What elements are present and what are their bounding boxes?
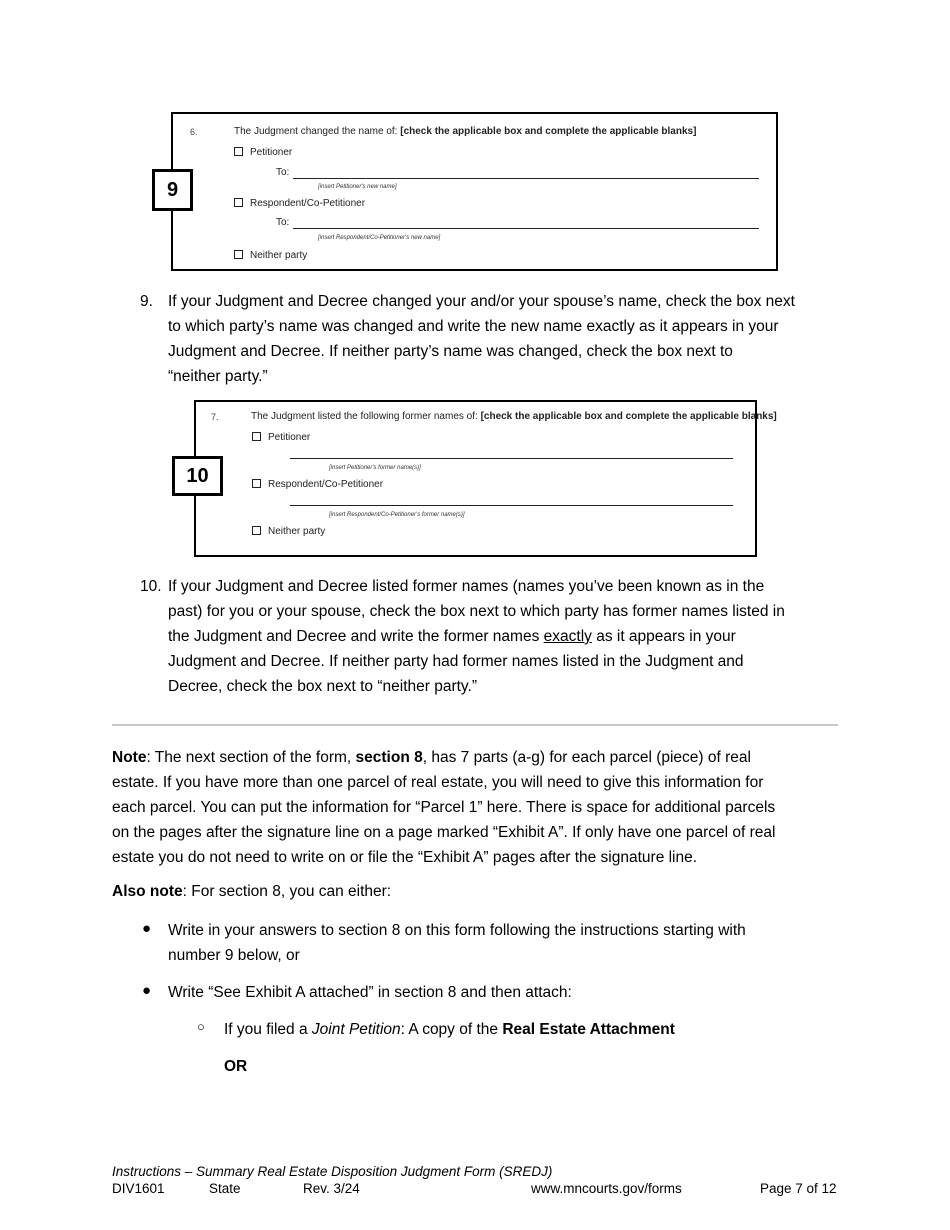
- bullet-item-1: Write in your answers to section 8 on this form following the instructions starting with number 9 below, or: [168, 922, 746, 964]
- to-label: To:: [276, 167, 290, 178]
- checkbox-neither: Neither party: [252, 526, 325, 537]
- checkbox-respondent: Respondent/Co-Petitioner: [252, 479, 383, 490]
- emphasis-exactly: exactly: [543, 628, 592, 645]
- or-label: OR: [224, 1058, 248, 1075]
- blank-line: [290, 458, 733, 459]
- list-number: 10.: [140, 578, 162, 595]
- checkbox-petitioner: Petitioner: [252, 432, 310, 443]
- form-section-heading: The Judgment listed the following former names of: [check the applicable box and complete the applicable blanks]: [251, 411, 777, 422]
- sub-bullet-joint-petition: If you filed a Joint Petition: A copy of the Real Estate Attachment: [224, 1021, 675, 1038]
- list-number: 9.: [140, 293, 153, 310]
- also-note: Also note: For section 8, you can either:: [112, 883, 392, 900]
- bullet-circle-icon: ○: [197, 1019, 205, 1034]
- footer-url: www.mncourts.gov/forms: [531, 1181, 682, 1196]
- footer-revision: Rev. 3/24: [303, 1181, 360, 1196]
- checkbox-icon: [252, 432, 261, 441]
- step-callout-9: 9: [152, 169, 193, 211]
- instruction-10: If your Judgment and Decree listed former names (names you’ve been known as in the past) for you or your spouse, check the box next to which party has former names listed in the Judgment and Decree and write the former names exactly as it appears in your Judgment and Decree. If neither party had former names listed in the Judgment and Decree, check the box next to “neither party.”: [168, 578, 785, 695]
- instruction-9: If your Judgment and Decree changed your and/or your spouse’s name, check the box next to which party’s name was changed and write the new name exactly as it appears in your Judgment and Decree. If neither party’s name was changed, check the box next to “neither party.”: [168, 293, 795, 385]
- footer-state: State: [209, 1181, 241, 1196]
- form-excerpt-10: [194, 400, 777, 557]
- blank-line: [293, 178, 759, 179]
- footer-title: Instructions – Summary Real Estate Disposition Judgment Form (SREDJ): [112, 1164, 553, 1179]
- field-hint: [insert Respondent/Co-Petitioner's former name(s)]: [329, 512, 465, 518]
- checkbox-petitioner: Petitioner: [234, 147, 292, 158]
- checkbox-icon: [252, 526, 261, 535]
- blank-line: [290, 505, 733, 506]
- blank-line: [293, 228, 759, 229]
- note-paragraph: Note: The next section of the form, section 8, has 7 parts (a-g) for each parcel (piece) of real estate. If you have more than one parcel of real estate, you will need to give this information for each parcel. You can put the information for “Parcel 1” here. There is space for additional parcels on the pages after the signature line on a page marked “Exhibit A”. If only have one parcel of real estate you do not need to write on or file the “Exhibit A” pages after the signature line.: [112, 749, 776, 866]
- checkbox-icon: [234, 198, 243, 207]
- checkbox-respondent: Respondent/Co-Petitioner: [234, 198, 365, 209]
- field-hint: [insert Respondent/Co-Petitioner's new name]: [318, 235, 441, 241]
- form-section-number: 7.: [211, 412, 219, 422]
- form-excerpt-9: [171, 112, 778, 271]
- step-callout-10: 10: [172, 456, 223, 496]
- checkbox-icon: [234, 147, 243, 156]
- bullet-item-2: Write “See Exhibit A attached” in section 8 and then attach:: [168, 984, 572, 1001]
- checkbox-neither: Neither party: [234, 250, 307, 261]
- footer-page-number: Page 7 of 12: [760, 1181, 837, 1196]
- form-section-heading: The Judgment changed the name of: [check the applicable box and complete the applicable blanks]: [234, 126, 697, 137]
- field-hint: [insert Petitioner's new name]: [318, 184, 397, 190]
- footer-form-code: DIV1601: [112, 1181, 165, 1196]
- checkbox-icon: [234, 250, 243, 259]
- field-hint: [insert Petitioner's former name(s)]: [329, 465, 421, 471]
- checkbox-icon: [252, 479, 261, 488]
- to-label: To:: [276, 217, 290, 228]
- form-section-number: 6.: [190, 127, 198, 137]
- bullet-dot-icon: ●: [142, 982, 152, 999]
- section-divider: [112, 724, 838, 726]
- bullet-dot-icon: ●: [142, 920, 152, 937]
